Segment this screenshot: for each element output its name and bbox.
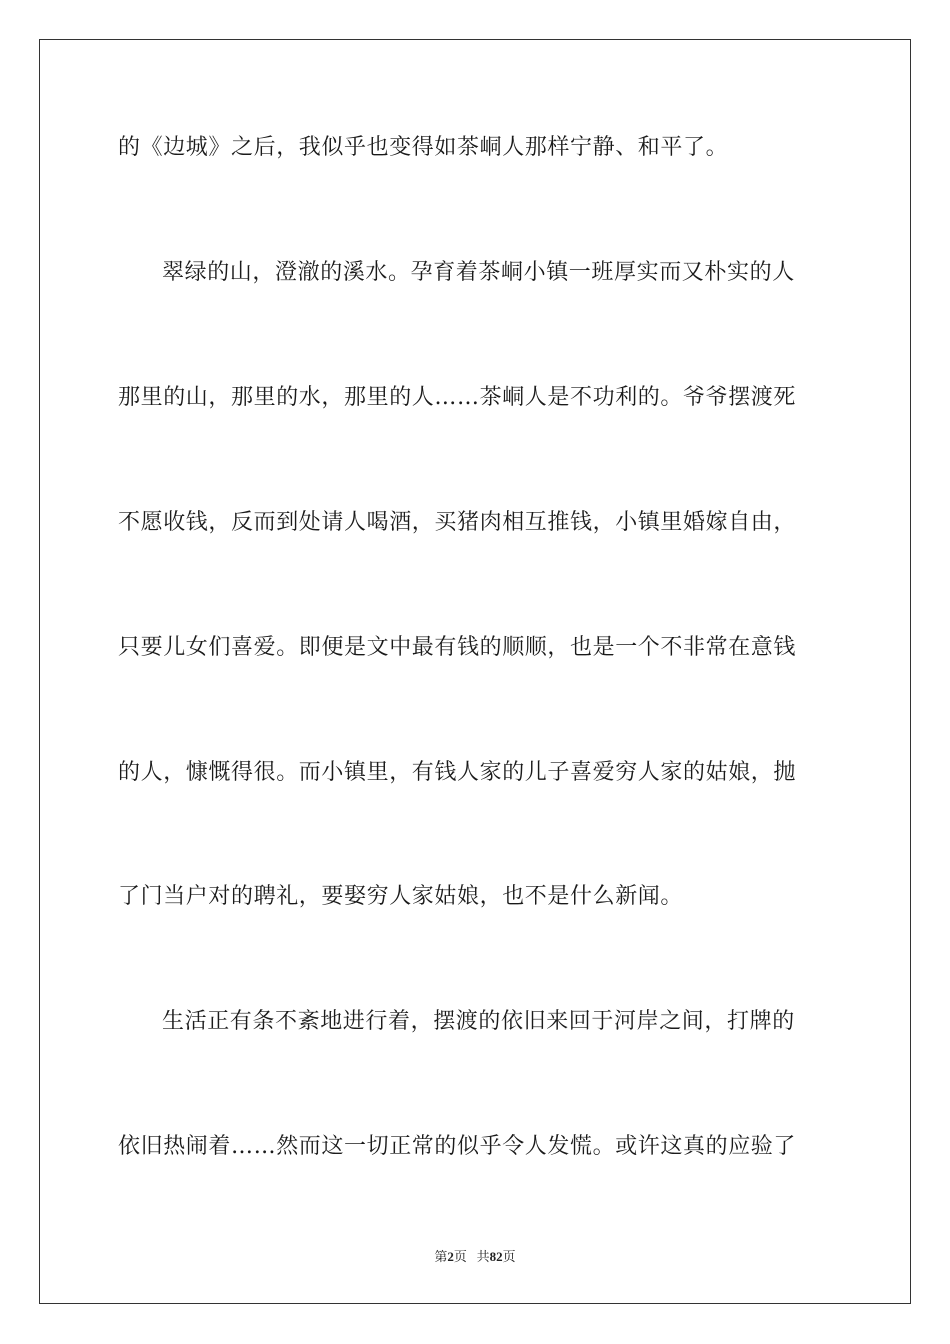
page-border (39, 39, 911, 1304)
total-pages: 82 (489, 1249, 503, 1264)
page-prefix: 第 (434, 1249, 448, 1264)
page-number: 2 (447, 1249, 454, 1264)
total-prefix: 共 (476, 1249, 490, 1264)
text-line-1: 的《边城》之后，我似乎也变得如茶峒人那样宁静、和平了。 (118, 135, 729, 160)
text-line-2: 翠绿的山，澄澈的溪水。孕育着茶峒小镇一班厚实而又朴实的人 (162, 260, 795, 285)
page-suffix: 页 (453, 1249, 467, 1264)
text-line-6: 的人，慷慨得很。而小镇里，有钱人家的儿子喜爱穷人家的姑娘，抛 (118, 760, 797, 785)
total-suffix: 页 (502, 1249, 516, 1264)
text-line-8: 生活正有条不紊地进行着，摆渡的依旧来回于河岸之间，打牌的 (162, 1009, 795, 1034)
text-line-4: 不愿收钱，反而到处请人喝酒，买猪肉相互推钱，小镇里婚嫁自由， (118, 510, 797, 535)
page-footer (0, 1248, 950, 1266)
text-line-5: 只要儿女们喜爱。即便是文中最有钱的顺顺，也是一个不非常在意钱 (118, 635, 797, 660)
text-line-9: 依旧热闹着……然而这一切正常的似乎令人发慌。或许这真的应验了 (118, 1134, 797, 1159)
text-line-3: 那里的山，那里的水，那里的人……茶峒人是不功利的。爷爷摆渡死 (118, 385, 797, 410)
text-line-7: 了门当户对的聘礼，要娶穷人家姑娘，也不是什么新闻。 (118, 884, 684, 909)
